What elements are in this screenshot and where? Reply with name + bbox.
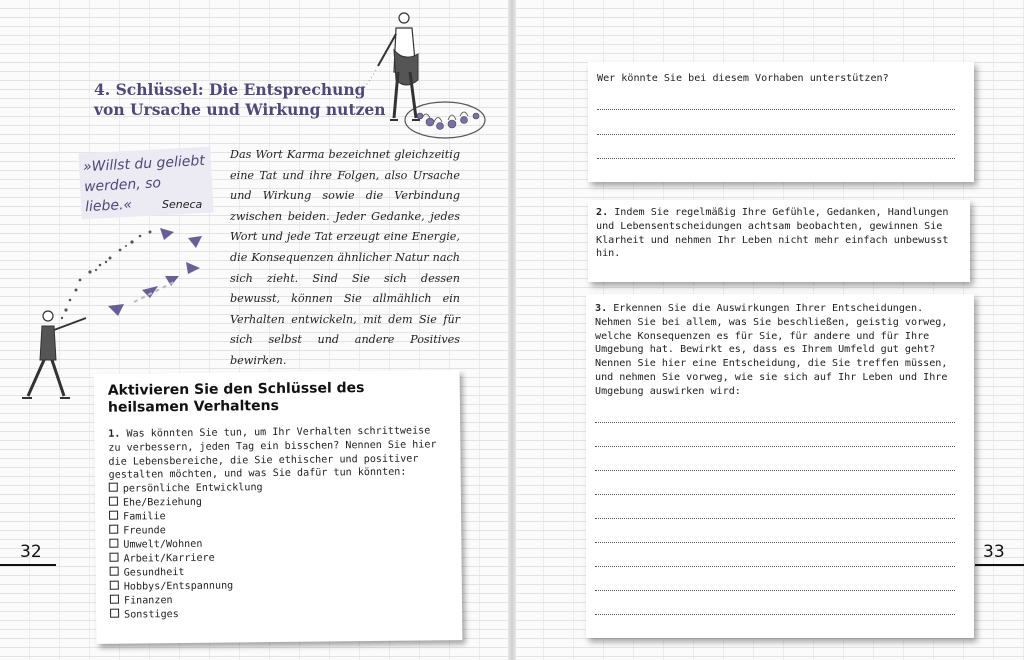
list-item-label: Arbeit/Karriere — [123, 552, 215, 565]
list-item-label: Gesundheit — [123, 567, 185, 579]
list-item-label: Finanzen — [123, 595, 173, 607]
question-3-box — [586, 294, 974, 638]
answer-line[interactable] — [595, 447, 955, 471]
checkbox-icon[interactable] — [109, 511, 118, 520]
chapter-title-line-1: 4. Schlüssel: Die Entsprechung — [94, 80, 366, 99]
answer-line[interactable] — [595, 471, 955, 495]
answer-line[interactable] — [597, 135, 955, 160]
chapter-title — [94, 80, 386, 120]
question-2 — [596, 206, 962, 261]
list-item-label: Ehe/Beziehung — [122, 496, 203, 509]
answer-line[interactable] — [595, 543, 955, 567]
checkbox-icon[interactable] — [109, 497, 118, 506]
answer-line[interactable] — [595, 519, 955, 543]
question-3-text: Erkennen Sie die Auswirkungen Ihrer Entscheidungen. Nehmen Sie bei allem, was Sie beschließen, geistig vorweg, welche Konsequenzen es für Sie, für andere und für Ihre Umgebung hat. Bewirkt es, dass es Ihrem Umfeld gut geht? — [595, 303, 948, 356]
page-number-rule-right — [975, 564, 1024, 566]
activate-key-box — [94, 370, 463, 644]
karma-paragraph: Das Wort Karma bezeichnet gleichzeitig eine Tat und ihre Folgen, also Ursache und Wirkung sowie die Verbindung zwischen beiden. Jeder Gedanke, jedes Wort und jede Tat erzeugt eine Energie, die Konsequenzen ähnlicher Natur nach sich zieht. Sind Sie sich dessen bewusst, können Sie allmählich ein Verhalten entwickeln, mit dem Sie für sich selbst und andere Positives bewirken. — [230, 148, 460, 367]
checkbox-icon[interactable] — [110, 581, 119, 590]
answer-line[interactable] — [595, 495, 955, 519]
list-item-label: Hobbys/Entspannung — [123, 580, 234, 593]
question-3-number: 3. — [595, 303, 608, 314]
question-2-box — [588, 200, 970, 282]
question-2-text: Indem Sie regelmäßig Ihre Gefühle, Gedanken, Handlungen und Lebensentscheidungen achtsam beobachten, gewinnen Sie Klarheit und nehmen Ihr Leben nicht mehr einfach unbewusst hin. — [596, 207, 949, 260]
answer-line[interactable] — [597, 110, 955, 135]
support-question-box — [588, 62, 974, 182]
question-3 — [595, 302, 965, 357]
chapter-title-line-2: von Ursache und Wirkung nutzen — [94, 100, 386, 119]
answer-line[interactable] — [597, 86, 955, 111]
answer-line[interactable] — [595, 423, 955, 447]
list-item-label: Familie — [123, 511, 166, 523]
quote-author: Seneca — [162, 198, 203, 211]
list-item-label: persönliche Entwicklung — [122, 482, 263, 495]
quote: »Willst du geliebt werden, so liebe.« — [78, 147, 213, 220]
checkbox-icon[interactable] — [109, 483, 118, 492]
checkbox-icon[interactable] — [110, 595, 119, 604]
question-1-text: Was könnten Sie tun, um Ihr Verhalten schrittweise zu verbessern, jeden Tag ein bisschen? Nennen Sie hier die Lebensbereiche, die Sie ethischer und positiver gestalten möchten, und was Sie dafür tun könnten: — [108, 425, 437, 482]
answer-line[interactable] — [595, 567, 955, 591]
support-question: Wer könnte Sie bei diesem Vorhaben unterstützen? — [597, 73, 889, 84]
gardener-illustration — [360, 10, 490, 140]
page-number-left: 32 — [20, 542, 42, 562]
activate-box-heading: Aktivieren Sie den Schlüssel des heilsamen Verhaltens — [107, 380, 365, 416]
book-spine — [508, 0, 516, 660]
page-number-right: 33 — [983, 542, 1005, 562]
list-item[interactable] — [110, 605, 448, 623]
checkbox-icon[interactable] — [109, 525, 118, 534]
checkbox-icon[interactable] — [110, 609, 119, 618]
question-1 — [108, 424, 447, 483]
question-3-prompt: Nennen Sie hier eine Entscheidung, die Sie treffen müssen, und nehmen Sie vorweg, wie sie sich auf Ihr Leben und Ihre Umgebung auswirken wird: — [595, 358, 948, 397]
checkbox-icon[interactable] — [109, 539, 118, 548]
list-item-label: Umwelt/Wohnen — [123, 538, 203, 551]
checkbox-icon[interactable] — [109, 553, 118, 562]
answer-line[interactable] — [595, 399, 955, 423]
list-item-label: Sonstiges — [124, 609, 179, 621]
life-areas-list — [109, 479, 448, 623]
question-1-number: 1. — [108, 428, 121, 440]
list-item-label: Freunde — [123, 525, 166, 537]
page-number-rule-left — [0, 564, 56, 566]
question-2-number: 2. — [596, 207, 609, 218]
answer-line[interactable] — [595, 591, 955, 615]
checkbox-icon[interactable] — [110, 567, 119, 576]
